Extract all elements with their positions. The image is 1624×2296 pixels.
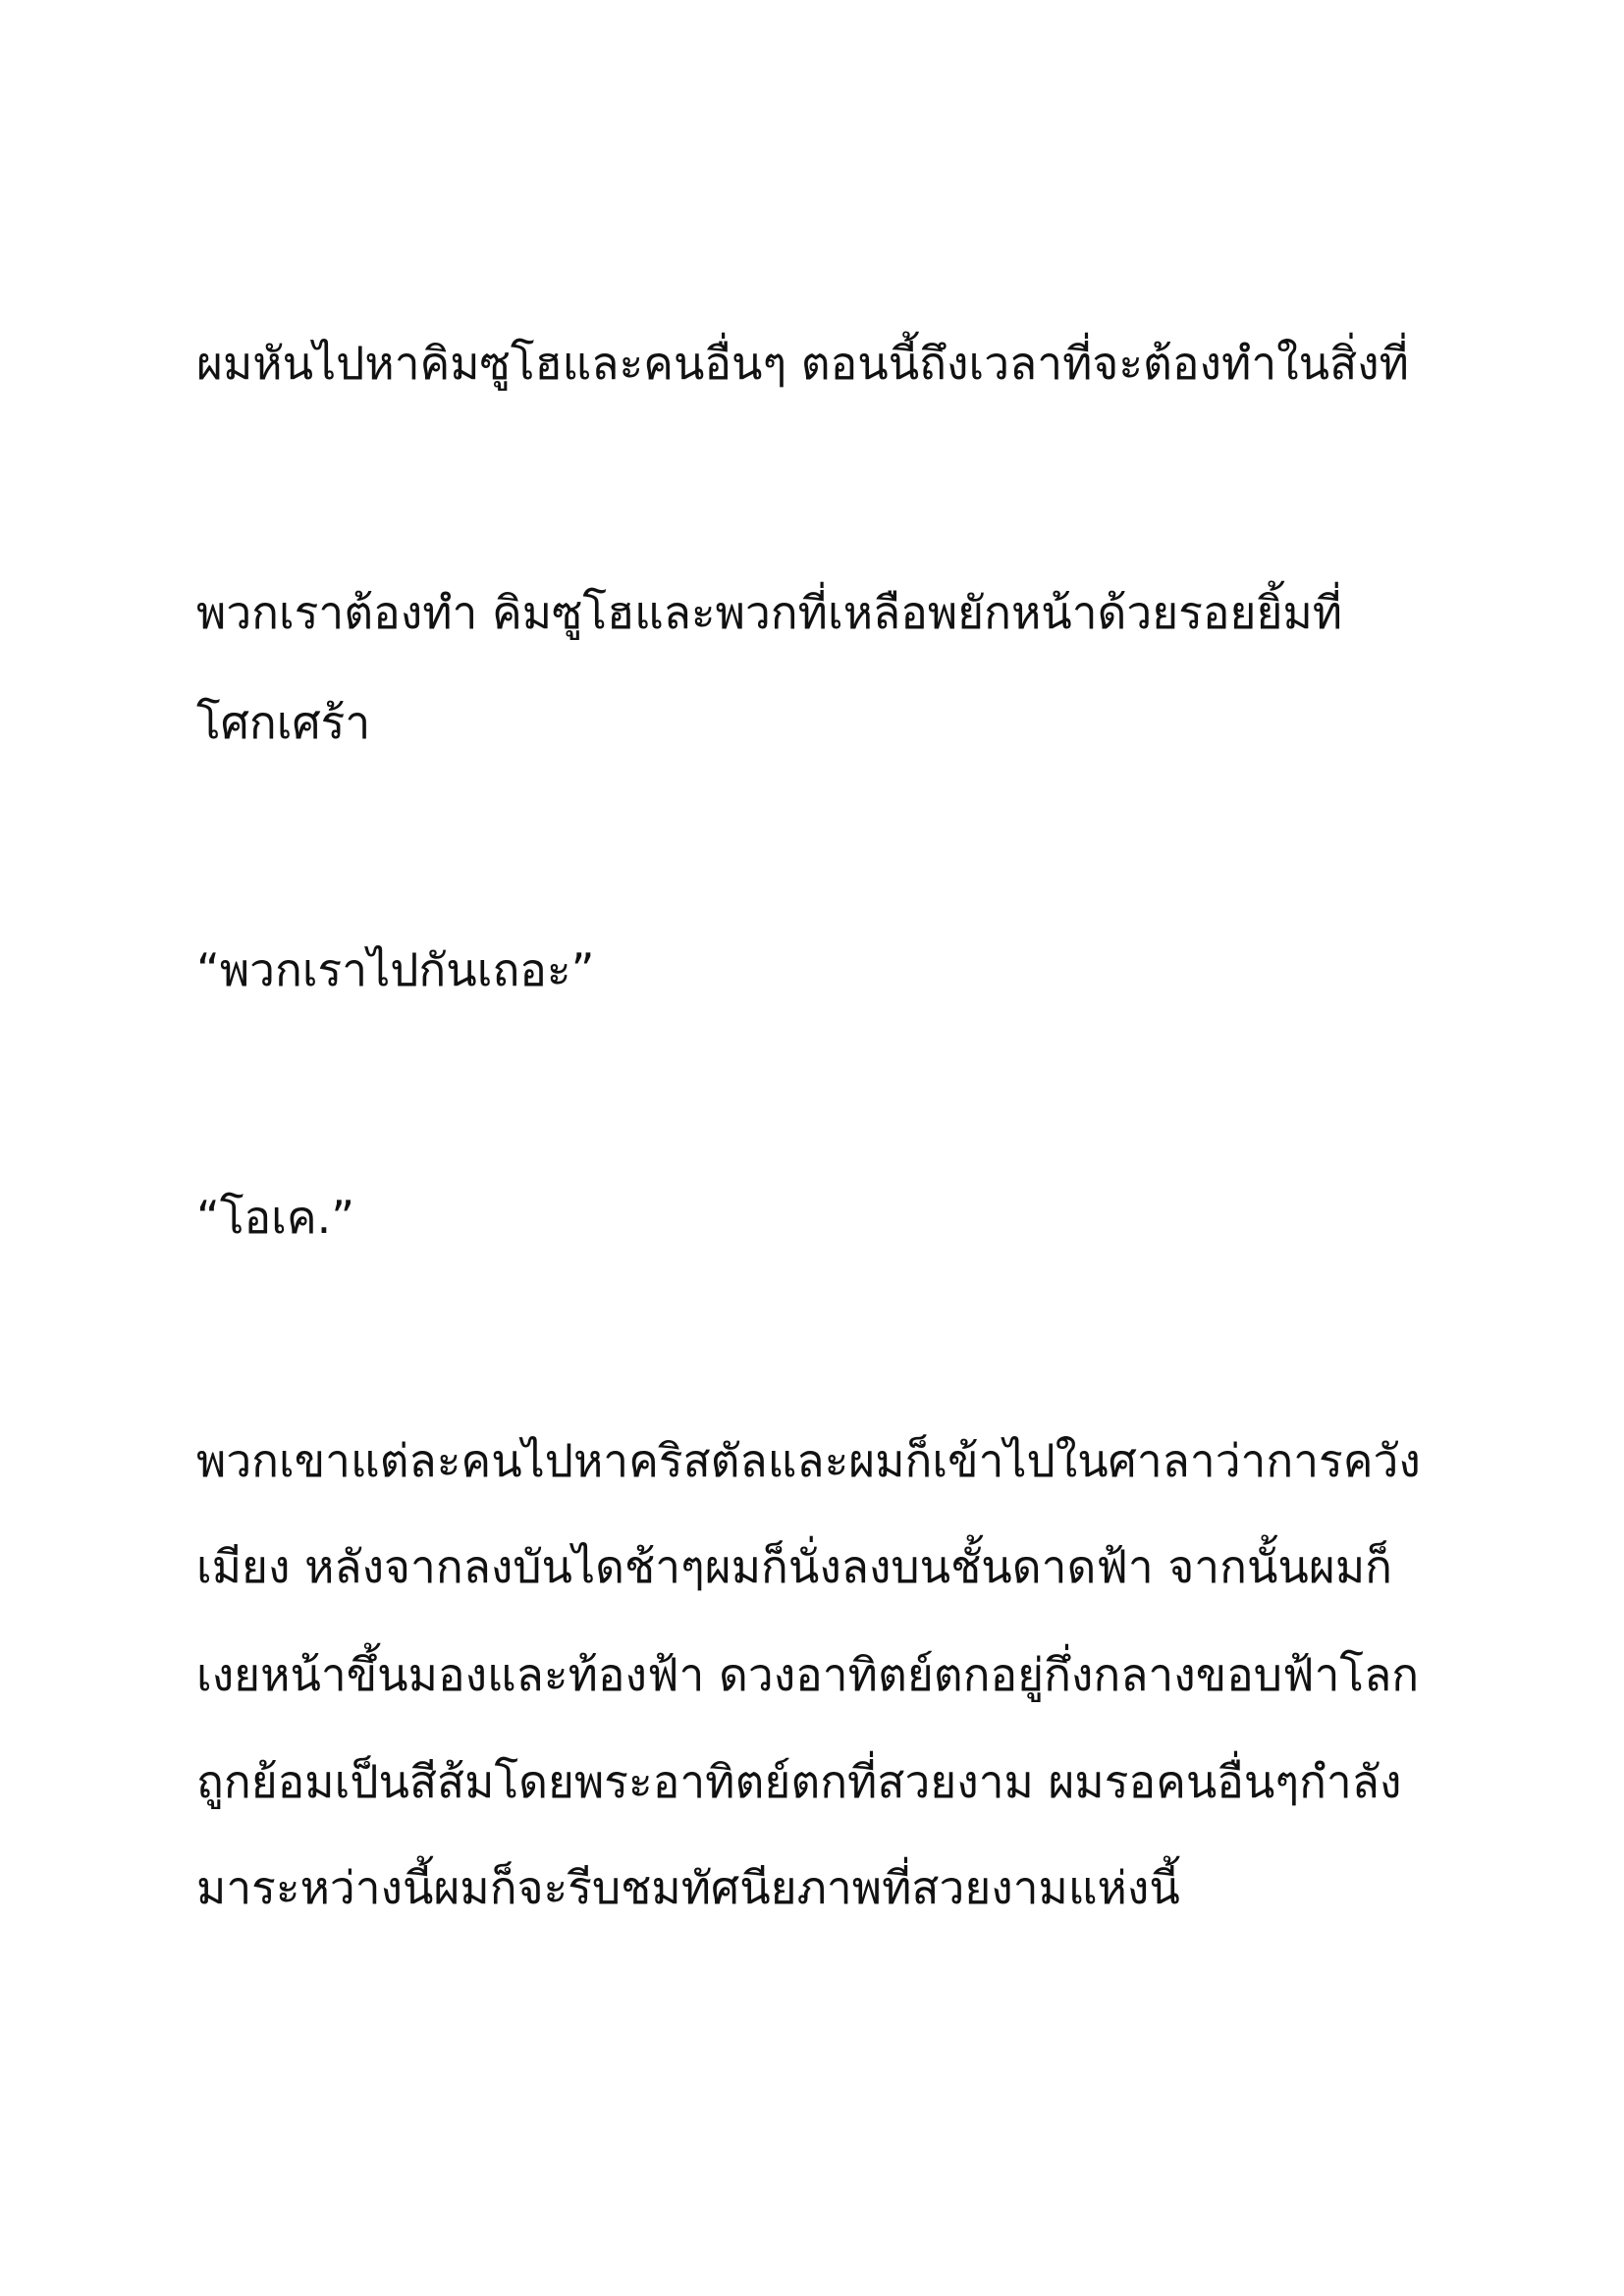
dialogue-line-2: “โอเค.” [196, 1191, 355, 1244]
paragraph-1-line-3: โศกเศร้า [196, 696, 371, 749]
dialogue-line-1: “พวกเราไปกันเถอะ” [196, 943, 595, 996]
paragraph-2-line-5: มาระหว่างนี้ผมก็จะรีบชมทัศนียภาพที่สวยงามแห่งนี้ [196, 1861, 1180, 1914]
paragraph-2-line-4: ถูกย้อมเป็นสีส้มโดยพระอาทิตย์ตกที่สวยงาม ผมรอคนอื่นๆกำลัง [196, 1755, 1402, 1808]
paragraph-2-line-2: เมียง หลังจากลงบันไดช้าๆผมก็นั่งลงบนชั้นดาดฟ้า จากนั้นผมก็ [196, 1540, 1392, 1593]
paragraph-1-line-1: ผมหันไปหาคิมซูโฮและคนอื่นๆ ตอนนี้ถึงเวลาที่จะต้องทำในสิ่งที่ [196, 337, 1409, 390]
paragraph-2-line-3: เงยหน้าขึ้นมองและท้องฟ้า ดวงอาทิตย์ตกอยู่กึ่งกลางขอบฟ้าโลก [196, 1648, 1420, 1701]
paragraph-1-line-2: พวกเราต้องทำ คิมซูโฮและพวกที่เหลือพยักหน้าด้วยรอยยิ้มที่ [196, 586, 1343, 639]
paragraph-2-line-1: พวกเขาแต่ละคนไปหาคริสตัลและผมก็เข้าไปในศาลาว่าการควัง [196, 1434, 1421, 1487]
